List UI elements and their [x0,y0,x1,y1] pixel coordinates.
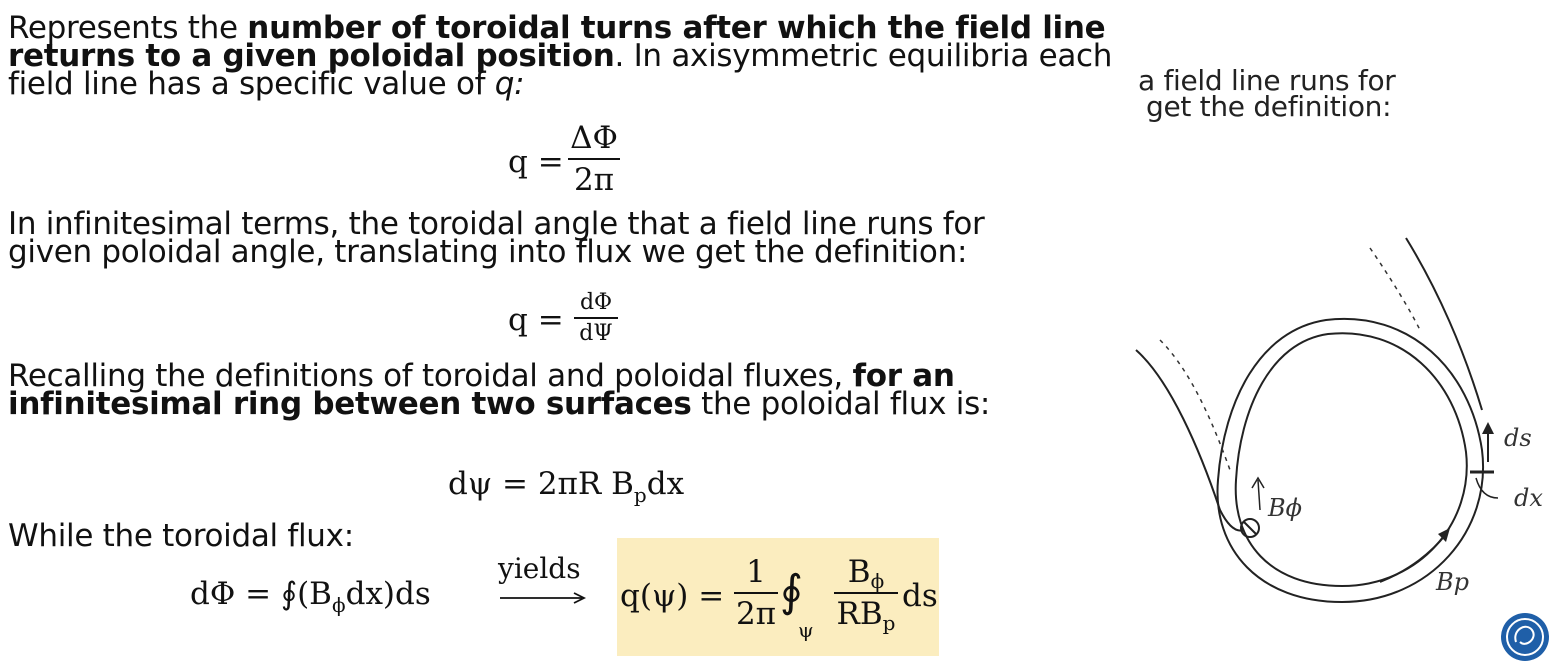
contour-integral: ∮ [780,566,803,617]
emphasis-infinitesimal-ring: infinitesimal ring between two surfaces [8,386,692,422]
emphasis-poloidal-position: returns to a given poloidal position [8,38,615,74]
yields-label: yields [498,552,581,585]
equation-toroidal-flux: $d\Phi = ∮(B_\phi dx)ds$ [190,576,431,617]
integral-subscript: ψ [798,618,814,642]
infinitesimal-paragraph: In infinitesimal terms, the toroidal angle that a field line runs for given poloidal angle, translating into flux we get the definition: [8,206,985,270]
equation-q-psi-tail: ds [902,578,938,614]
outer-flux-surface [1217,319,1483,602]
recalling-paragraph: Recalling the definitions of toroidal and poloidal fluxes, for an infinitesimal ring between two surfaces the poloidal flux is: [8,358,991,422]
equation-q-dphi-dpsi: q = [508,302,564,338]
fraction-dphi-dpsi: dΦ dΨ [574,290,618,346]
equation-q-delta-phi: q = [508,144,564,180]
fraction-bphi-rbp: Bϕ RBp [834,554,898,632]
diagram-label-dx: dx [1514,484,1543,512]
flux-surface-diagram [1120,230,1560,610]
diagram-label-bp: Bp [1436,568,1469,596]
right-field-line [1406,238,1482,410]
fraction-one-over-two-pi: 1 2π [735,554,777,632]
fraction-delta-phi: ΔΦ 2π [568,120,620,198]
left-field-line [1136,350,1244,531]
yields-arrow [498,590,590,606]
diagram-label-bphi: Bϕ [1268,494,1302,522]
equation-q-psi: q(ψ) = [620,578,725,614]
emphasis-toroidal-turns: number of toroidal turns after which the field line [247,10,1106,46]
ghost-text-overlay: a field line runs for get the definition: [1138,64,1396,123]
toroidal-flux-label: While the toroidal flux: [8,518,354,554]
institution-logo [1500,612,1550,662]
diagram-label-ds: ds [1504,424,1532,452]
intro-paragraph: Represents the number of toroidal turns after which the field line returns to a given poloidal position. In axisymmetric equilibria each field line has a specific value of q: [8,10,1113,102]
equation-poloidal-flux: dψ = 2πR $B_pdx$ [448,466,685,507]
